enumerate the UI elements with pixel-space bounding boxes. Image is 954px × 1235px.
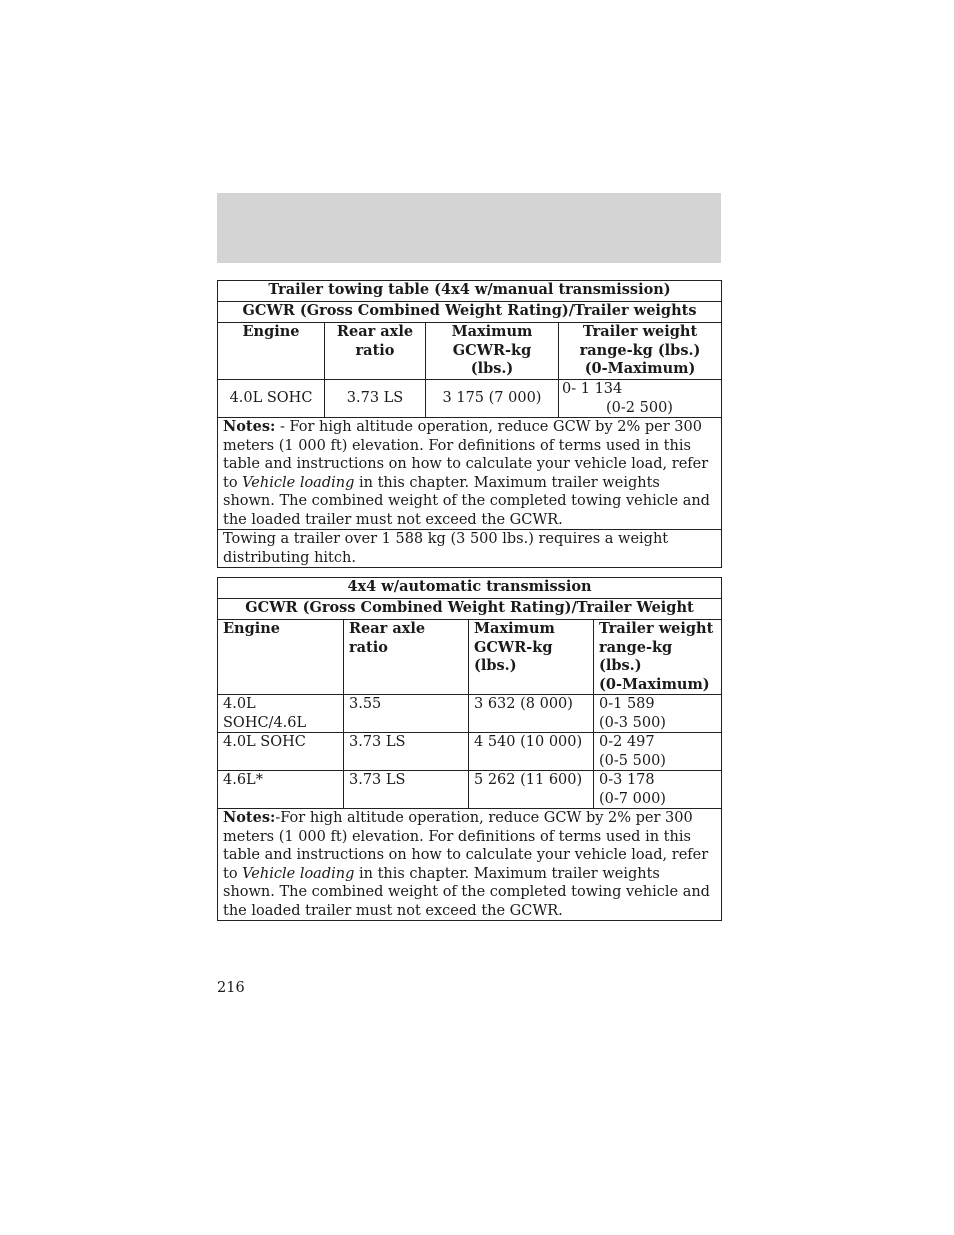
- table-title: 4x4 w/automatic transmission: [218, 578, 722, 599]
- header-engine: Engine: [218, 323, 325, 380]
- table-row: [218, 380, 722, 418]
- automatic-towing-table: [217, 577, 722, 921]
- table-subtitle: GCWR (Gross Combined Weight Rating)/Trailer weights: [218, 302, 722, 323]
- cell-engine: 4.0L SOHC: [218, 380, 325, 418]
- cell-gcwr: 5 262 (11 600): [469, 771, 594, 809]
- header-rear-axle-ratio: Rear axle ratio: [344, 620, 469, 695]
- cell-range: 0- 1 134 (0-2 500): [559, 380, 722, 418]
- page-number: 216: [217, 980, 245, 996]
- chapter-header-band: [217, 193, 721, 263]
- cell-range: 0-1 589 (0-3 500): [594, 695, 722, 733]
- cell-ratio: 3.73 LS: [344, 733, 469, 771]
- header-trailer-weight-range: Trailer weight range-kg (lbs.) (0-Maximum): [594, 620, 722, 695]
- header-max-gcwr: Maximum GCWR-kg (lbs.): [426, 323, 559, 380]
- cell-engine: 4.6L*: [218, 771, 344, 809]
- cell-gcwr: 3 632 (8 000): [469, 695, 594, 733]
- header-trailer-weight-range: Trailer weight range-kg (lbs.) (0-Maximum): [559, 323, 722, 380]
- table-row: [218, 771, 722, 809]
- header-rear-axle-ratio: Rear axle ratio: [325, 323, 426, 380]
- cell-engine: 4.0L SOHC: [218, 733, 344, 771]
- cell-ratio: 3.73 LS: [344, 771, 469, 809]
- table-subtitle: GCWR (Gross Combined Weight Rating)/Trailer Weight: [218, 599, 722, 620]
- cell-engine: 4.0L SOHC/4.6L: [218, 695, 344, 733]
- cell-gcwr: 3 175 (7 000): [426, 380, 559, 418]
- cell-range: 0-3 178 (0-7 000): [594, 771, 722, 809]
- table-notes: Notes: - For high altitude operation, reduce GCW by 2% per 300 meters (1 000 ft) elevation. For definitions of terms used in this table and instructions on how to calculate your vehicle load, refer to Vehicle loading in this chapter. Maximum trailer weights shown. The combined weight of the completed towing vehicle and the loaded trailer must not exceed the GCWR.: [218, 418, 722, 530]
- hitch-note: Towing a trailer over 1 588 kg (3 500 lbs.) requires a weight distributing hitch.: [218, 530, 722, 568]
- cell-ratio: 3.55: [344, 695, 469, 733]
- table-notes: Notes:-For high altitude operation, reduce GCW by 2% per 300 meters (1 000 ft) elevation. For definitions of terms used in this table and instructions on how to calculate your vehicle load, refer to Vehicle loading in this chapter. Maximum trailer weights shown. The combined weight of the completed towing vehicle and the loaded trailer must not exceed the GCWR.: [218, 809, 722, 921]
- header-engine: Engine: [218, 620, 344, 695]
- manual-towing-table: [217, 280, 722, 568]
- table-row: [218, 695, 722, 733]
- table-title: Trailer towing table (4x4 w/manual transmission): [218, 281, 722, 302]
- cell-gcwr: 4 540 (10 000): [469, 733, 594, 771]
- header-max-gcwr: Maximum GCWR-kg (lbs.): [469, 620, 594, 695]
- cell-range: 0-2 497 (0-5 500): [594, 733, 722, 771]
- cell-ratio: 3.73 LS: [325, 380, 426, 418]
- table-row: [218, 733, 722, 771]
